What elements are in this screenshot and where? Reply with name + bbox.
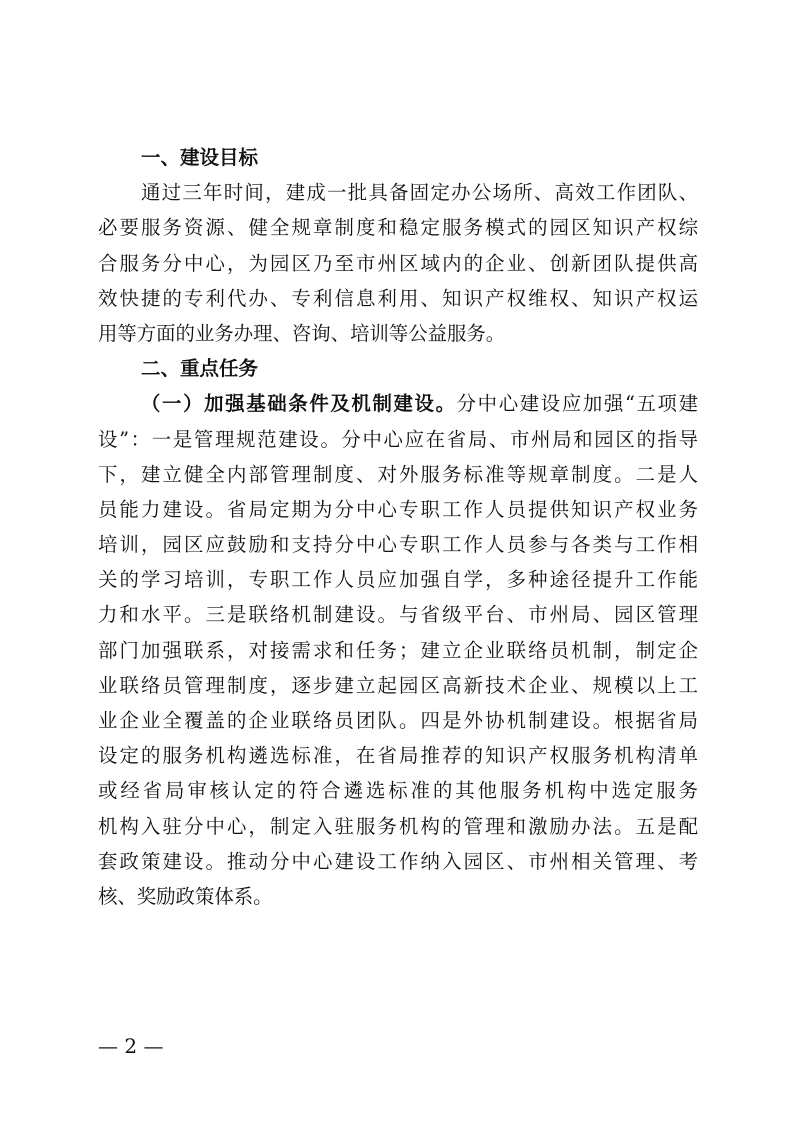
- paragraph-line: 员能力建设。省局定期为分中心专职工作人员提供知识产权业务: [98, 497, 698, 521]
- paragraph-line: 下，建立健全内部管理制度、对外服务标准等规章制度。二是人: [98, 462, 698, 486]
- paragraph-line-text: 分中心建设应加强“五项建: [456, 392, 698, 416]
- paragraph-line: 关的学习培训，专职工作人员应加强自学，多种途径提升工作能: [98, 568, 698, 592]
- paragraph-line: 核、奖励政策体系。: [98, 884, 273, 908]
- paragraph-line: 机构入驻分中心，制定入驻服务机构的管理和激励办法。五是配: [98, 814, 698, 838]
- paragraph-line: 业企业全覆盖的企业联络员团队。四是外协机制建设。根据省局: [98, 709, 698, 732]
- document-body: [98, 140, 698, 914]
- paragraph-line: 合服务分中心，为园区乃至市州区域内的企业、创新团队提供高: [98, 251, 698, 275]
- section-heading-goals: 一、建设目标: [141, 146, 259, 169]
- paragraph-line: 设定的服务机构遴选标准，在省局推荐的知识产权服务机构清单: [98, 744, 698, 768]
- section-heading-tasks: 二、重点任务: [141, 357, 259, 381]
- paragraph-goals: [98, 175, 698, 351]
- paragraph-line: 部门加强联系，对接需求和任务；建立企业联络员机制，制定企: [98, 638, 698, 662]
- paragraph-line: 必要服务资源、健全规章制度和稳定服务模式的园区知识产权综: [98, 216, 698, 240]
- subsection-heading: （一）加强基础条件及机制建设。: [141, 392, 457, 416]
- paragraph-line: 通过三年时间，建成一批具备固定办公场所、高效工作团队、: [141, 181, 698, 205]
- page-number: — 2 —: [98, 1034, 164, 1058]
- paragraph-line: 力和水平。三是联络机制建设。与省级平台、市州局、园区管理: [98, 603, 698, 627]
- paragraph-line: 套政策建设。推动分中心建设工作纳入园区、市州相关管理、考: [98, 849, 698, 873]
- paragraph-line: 设”：一是管理规范建设。分中心应在省局、市州局和园区的指导: [98, 427, 698, 451]
- paragraph-line: [98, 386, 698, 421]
- paragraph-line: 培训，园区应鼓励和支持分中心专职工作人员参与各类与工作相: [98, 533, 698, 557]
- paragraph-line: 业联络员管理制度，逐步建立起园区高新技术企业、规模以上工: [98, 673, 698, 697]
- paragraph-line: 效快捷的专利代办、专利信息利用、知识产权维权、知识产权运: [98, 286, 698, 310]
- paragraph-tasks: [98, 386, 698, 914]
- paragraph-line: 用等方面的业务办理、咨询、培训等公益服务。: [98, 321, 506, 345]
- paragraph-line: 或经省局审核认定的符合遴选标准的其他服务机构中选定服务: [98, 779, 698, 803]
